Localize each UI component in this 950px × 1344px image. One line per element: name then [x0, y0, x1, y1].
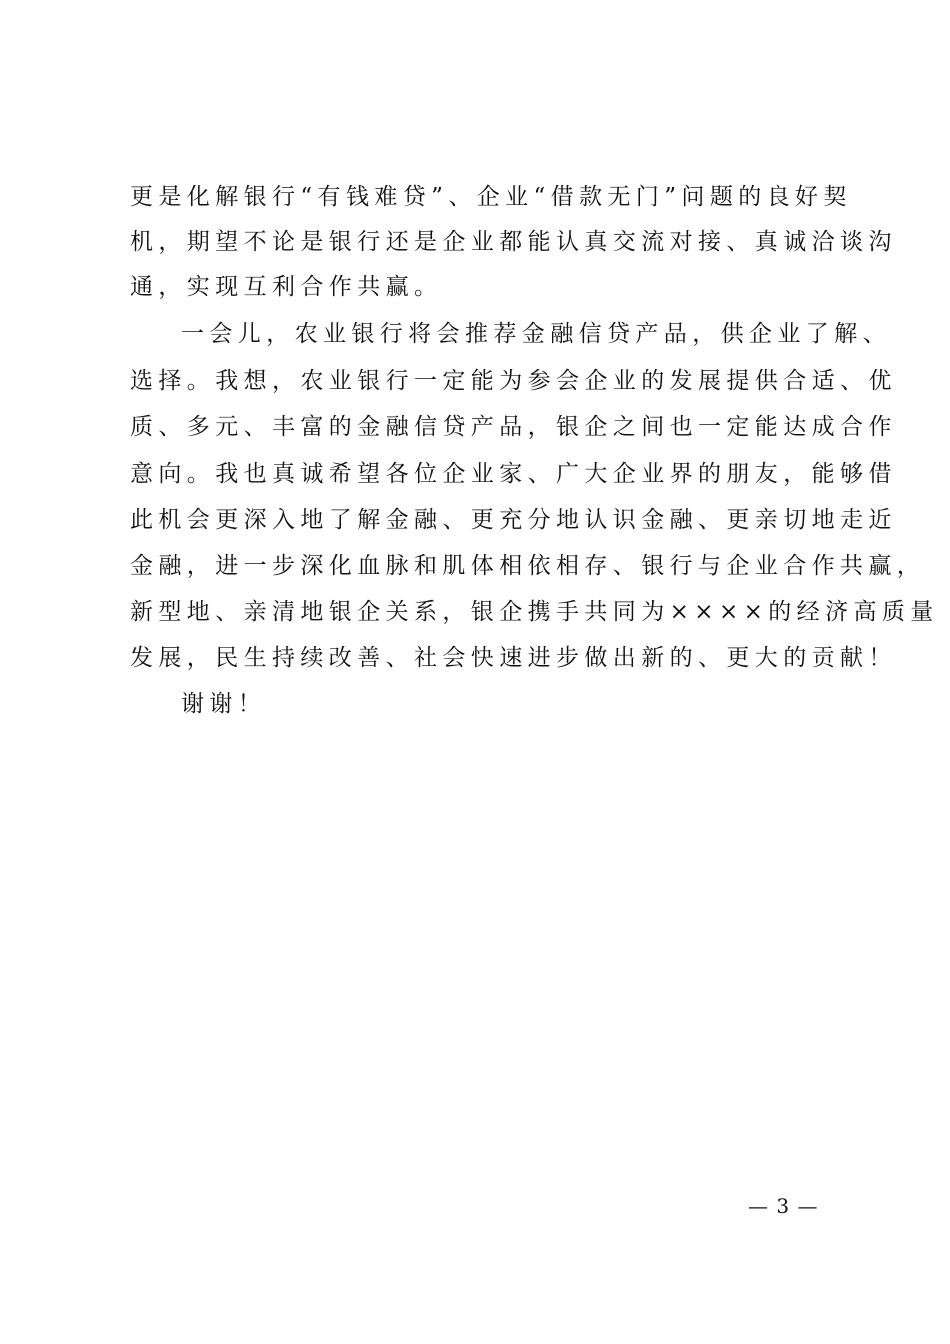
- paragraph-2-line-5: 此机会更深入地了解金融、更充分地认识金融、更亲切地走近: [130, 507, 897, 533]
- paragraph-1-line-1: 更是化解银行“有钱难贷”、企业“借款无门”问题的良好契: [130, 184, 852, 210]
- paragraph-2-line-4: 意向。我也真诚希望各位企业家、广大企业界的朋友，能够借: [130, 461, 897, 487]
- closing-text: 谢谢！: [181, 691, 267, 717]
- paragraph-1-line-2: 机，期望不论是银行还是企业都能认真交流对接、真诚洽谈沟: [130, 229, 897, 255]
- paragraph-2-line-7: 新型地、亲清地银企关系，银企携手共同为××××的经济高质量: [130, 599, 939, 625]
- paragraph-2-line-3: 质、多元、丰富的金融信贷产品，银企之间也一定能达成合作: [130, 414, 897, 440]
- paragraph-1-line-3: 通，实现互利合作共赢。: [130, 274, 443, 300]
- paragraph-2-line-8: 发展，民生持续改善、社会快速进步做出新的、更大的贡献！: [130, 645, 897, 671]
- paragraph-2-line-2: 选择。我想，农业银行一定能为参会企业的发展提供合适、优: [130, 368, 897, 394]
- paragraph-2-line-6: 金融，进一步深化血脉和肌体相依相存、银行与企业合作共赢，: [130, 553, 926, 579]
- paragraph-2-line-1: 一会儿，农业银行将会推荐金融信贷产品，供企业了解、: [181, 321, 891, 347]
- page-number: — 3 —: [748, 1194, 819, 1218]
